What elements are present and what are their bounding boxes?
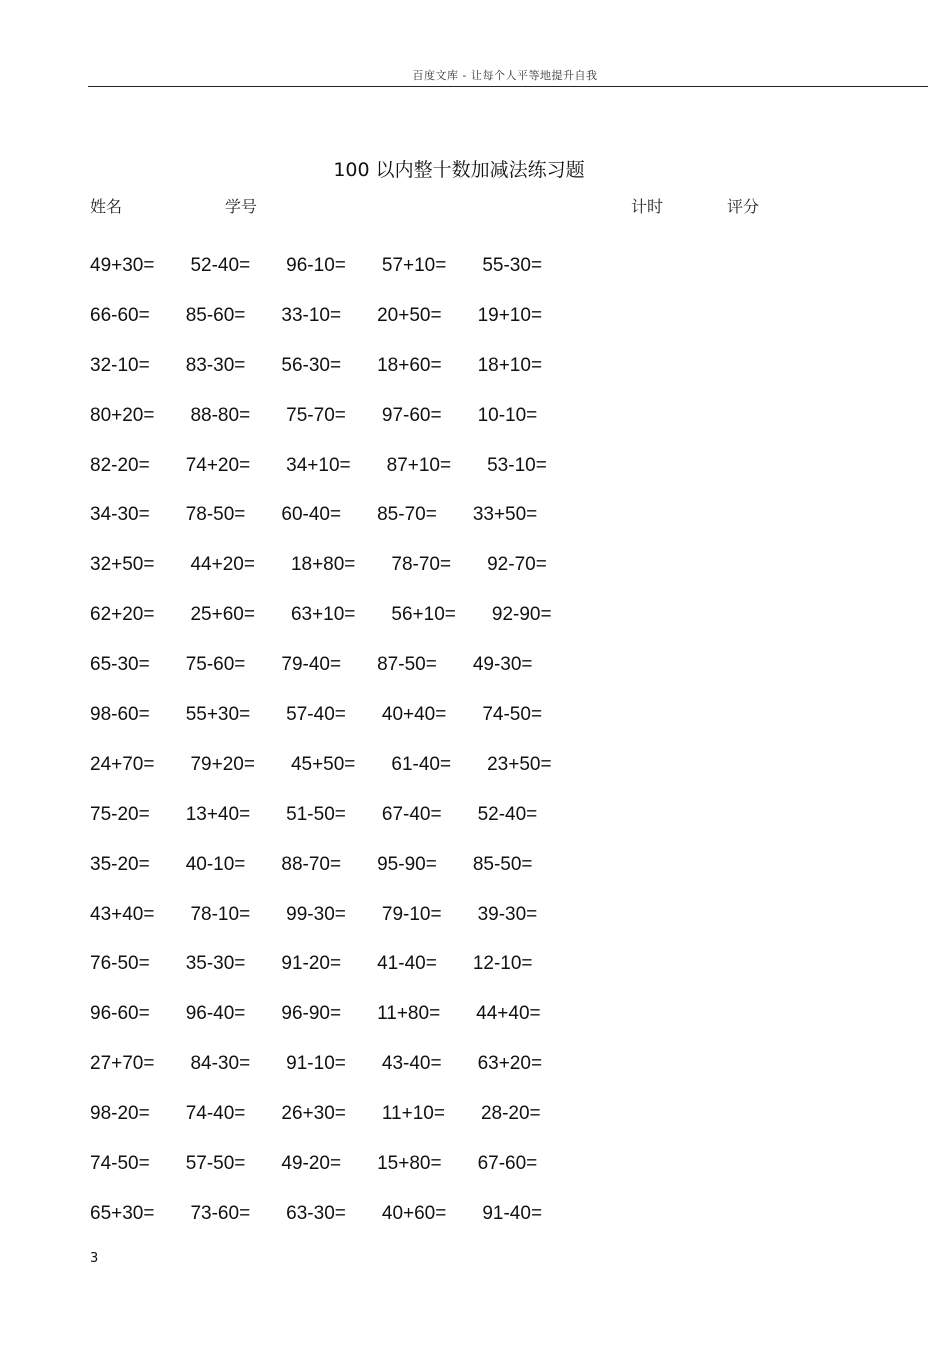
math-problem: 11+10= xyxy=(381,1103,445,1125)
math-problem: 91-40= xyxy=(482,1202,543,1224)
math-problem: 79-40= xyxy=(281,654,342,676)
math-problem: 96-10= xyxy=(286,255,346,276)
math-problem: 78-70= xyxy=(391,554,452,576)
problem-row xyxy=(90,1153,690,1203)
math-problem: 74-50= xyxy=(482,704,543,726)
problem-row xyxy=(90,804,690,854)
math-problem: 34-30= xyxy=(90,504,150,526)
math-problem: 79+20= xyxy=(190,753,255,775)
math-problem: 18+10= xyxy=(477,354,543,376)
math-problem: 79-10= xyxy=(381,903,442,925)
math-problem: 60-40= xyxy=(281,504,342,526)
math-problem: 49-30= xyxy=(472,654,533,676)
math-problem: 85-60= xyxy=(185,304,246,326)
math-problem: 84-30= xyxy=(190,1053,251,1075)
math-problem: 76-50= xyxy=(90,953,150,975)
math-problem: 65-30= xyxy=(90,654,150,676)
math-problem: 75-60= xyxy=(185,654,246,676)
math-problem: 57-40= xyxy=(286,704,346,726)
math-problem: 66-60= xyxy=(90,304,150,326)
problem-row xyxy=(90,554,690,604)
problem-row xyxy=(90,405,690,455)
page-header: 百度文库 - 让每个人平等地提升自我 xyxy=(412,69,598,82)
math-problem: 88-70= xyxy=(281,853,342,875)
math-problem: 34+10= xyxy=(286,454,351,476)
problem-row xyxy=(90,305,690,355)
problem-row xyxy=(90,854,690,904)
math-problem: 75-70= xyxy=(286,404,346,426)
problem-row xyxy=(90,504,690,554)
math-problem: 52-40= xyxy=(477,803,538,825)
name-label: 姓名 xyxy=(90,197,123,216)
math-problem: 85-50= xyxy=(472,853,533,875)
math-problem: 56+10= xyxy=(391,604,456,626)
math-problem: 56-30= xyxy=(281,354,342,376)
math-problem: 25+60= xyxy=(190,604,255,626)
problem-row xyxy=(90,604,690,654)
math-problem: 63-30= xyxy=(286,1202,346,1224)
problem-row xyxy=(90,255,690,305)
math-problem: 12-10= xyxy=(472,953,533,975)
math-problem: 82-20= xyxy=(90,454,150,476)
problem-row xyxy=(90,654,690,704)
math-problem: 65+30= xyxy=(90,1202,155,1224)
problem-row xyxy=(90,1003,690,1053)
math-problem: 20+50= xyxy=(377,304,442,326)
math-problem: 49-20= xyxy=(281,1153,342,1175)
time-label: 计时 xyxy=(631,197,664,216)
problem-row xyxy=(90,455,690,505)
math-problem: 78-10= xyxy=(190,903,251,925)
math-problem: 40+60= xyxy=(381,1202,447,1224)
page-number: 3 xyxy=(90,1251,99,1266)
math-problem: 99-30= xyxy=(286,903,346,925)
problem-row xyxy=(90,1203,690,1253)
math-problem: 57+10= xyxy=(381,255,447,276)
math-problem: 49+30= xyxy=(90,255,155,276)
math-problem: 33+50= xyxy=(472,504,538,526)
math-problem: 55+30= xyxy=(185,704,251,726)
header-divider xyxy=(88,86,928,87)
math-problem: 98-20= xyxy=(90,1103,150,1125)
math-problem: 45+50= xyxy=(290,753,356,775)
math-problem: 44+40= xyxy=(476,1003,541,1025)
math-problem: 18+60= xyxy=(377,354,442,376)
math-problem: 40+40= xyxy=(381,704,447,726)
problem-row xyxy=(90,1103,690,1153)
math-problem: 75-20= xyxy=(90,803,150,825)
math-problem: 24+70= xyxy=(90,753,155,775)
math-problem: 74+20= xyxy=(185,454,251,476)
math-problem: 40-10= xyxy=(185,853,246,875)
math-problem: 32-10= xyxy=(90,354,150,376)
math-problem: 57-50= xyxy=(185,1153,246,1175)
math-problem: 74-40= xyxy=(185,1103,246,1125)
math-problem: 92-90= xyxy=(491,604,552,626)
math-problem: 95-90= xyxy=(377,853,437,875)
problem-row xyxy=(90,355,690,405)
math-problem: 67-60= xyxy=(477,1153,538,1175)
worksheet-title: 100 以内整十数加减法练习题 xyxy=(333,159,585,181)
problem-row xyxy=(90,953,690,1003)
problem-row xyxy=(90,904,690,954)
math-problem: 44+20= xyxy=(190,554,255,576)
math-problem: 28-20= xyxy=(480,1103,541,1125)
math-problem: 11+80= xyxy=(377,1003,441,1025)
problem-row xyxy=(90,704,690,754)
math-problem: 33-10= xyxy=(281,304,342,326)
problem-row xyxy=(90,754,690,804)
math-problem: 98-60= xyxy=(90,704,150,726)
math-problem: 83-30= xyxy=(185,354,246,376)
math-problem: 35-20= xyxy=(90,853,150,875)
math-problem: 52-40= xyxy=(190,255,251,276)
math-problem: 23+50= xyxy=(487,753,552,775)
math-problem: 87-50= xyxy=(377,654,437,676)
score-label: 评分 xyxy=(727,197,760,216)
math-problem: 88-80= xyxy=(190,404,251,426)
math-problem: 39-30= xyxy=(477,903,538,925)
math-problem: 43-40= xyxy=(381,1053,442,1075)
math-problem: 80+20= xyxy=(90,404,155,426)
math-problem: 92-70= xyxy=(487,554,547,576)
math-problem: 85-70= xyxy=(377,504,437,526)
math-problem: 61-40= xyxy=(391,753,452,775)
math-problem: 96-90= xyxy=(281,1003,342,1025)
math-problem: 78-50= xyxy=(185,504,246,526)
math-problem: 35-30= xyxy=(185,953,246,975)
problem-grid xyxy=(90,255,690,1253)
math-problem: 43+40= xyxy=(90,903,155,925)
math-problem: 74-50= xyxy=(90,1153,150,1175)
math-problem: 63+10= xyxy=(290,604,356,626)
math-problem: 63+20= xyxy=(477,1053,543,1075)
math-problem: 97-60= xyxy=(381,404,442,426)
student-number-label: 学号 xyxy=(225,197,258,216)
math-problem: 91-10= xyxy=(286,1053,346,1075)
math-problem: 55-30= xyxy=(482,255,543,276)
math-problem: 53-10= xyxy=(487,454,547,476)
math-problem: 96-60= xyxy=(90,1003,150,1025)
math-problem: 91-20= xyxy=(281,953,342,975)
math-problem: 27+70= xyxy=(90,1053,155,1075)
math-problem: 18+80= xyxy=(290,554,356,576)
math-problem: 51-50= xyxy=(286,803,346,825)
math-problem: 62+20= xyxy=(90,604,155,626)
math-problem: 26+30= xyxy=(281,1103,346,1125)
problem-row xyxy=(90,1053,690,1103)
math-problem: 10-10= xyxy=(477,404,538,426)
math-problem: 15+80= xyxy=(377,1153,442,1175)
math-problem: 41-40= xyxy=(377,953,437,975)
math-problem: 19+10= xyxy=(477,304,543,326)
math-problem: 87+10= xyxy=(386,454,452,476)
math-problem: 32+50= xyxy=(90,554,155,576)
math-problem: 96-40= xyxy=(185,1003,246,1025)
math-problem: 13+40= xyxy=(185,803,251,825)
math-problem: 73-60= xyxy=(190,1202,251,1224)
math-problem: 67-40= xyxy=(381,803,442,825)
